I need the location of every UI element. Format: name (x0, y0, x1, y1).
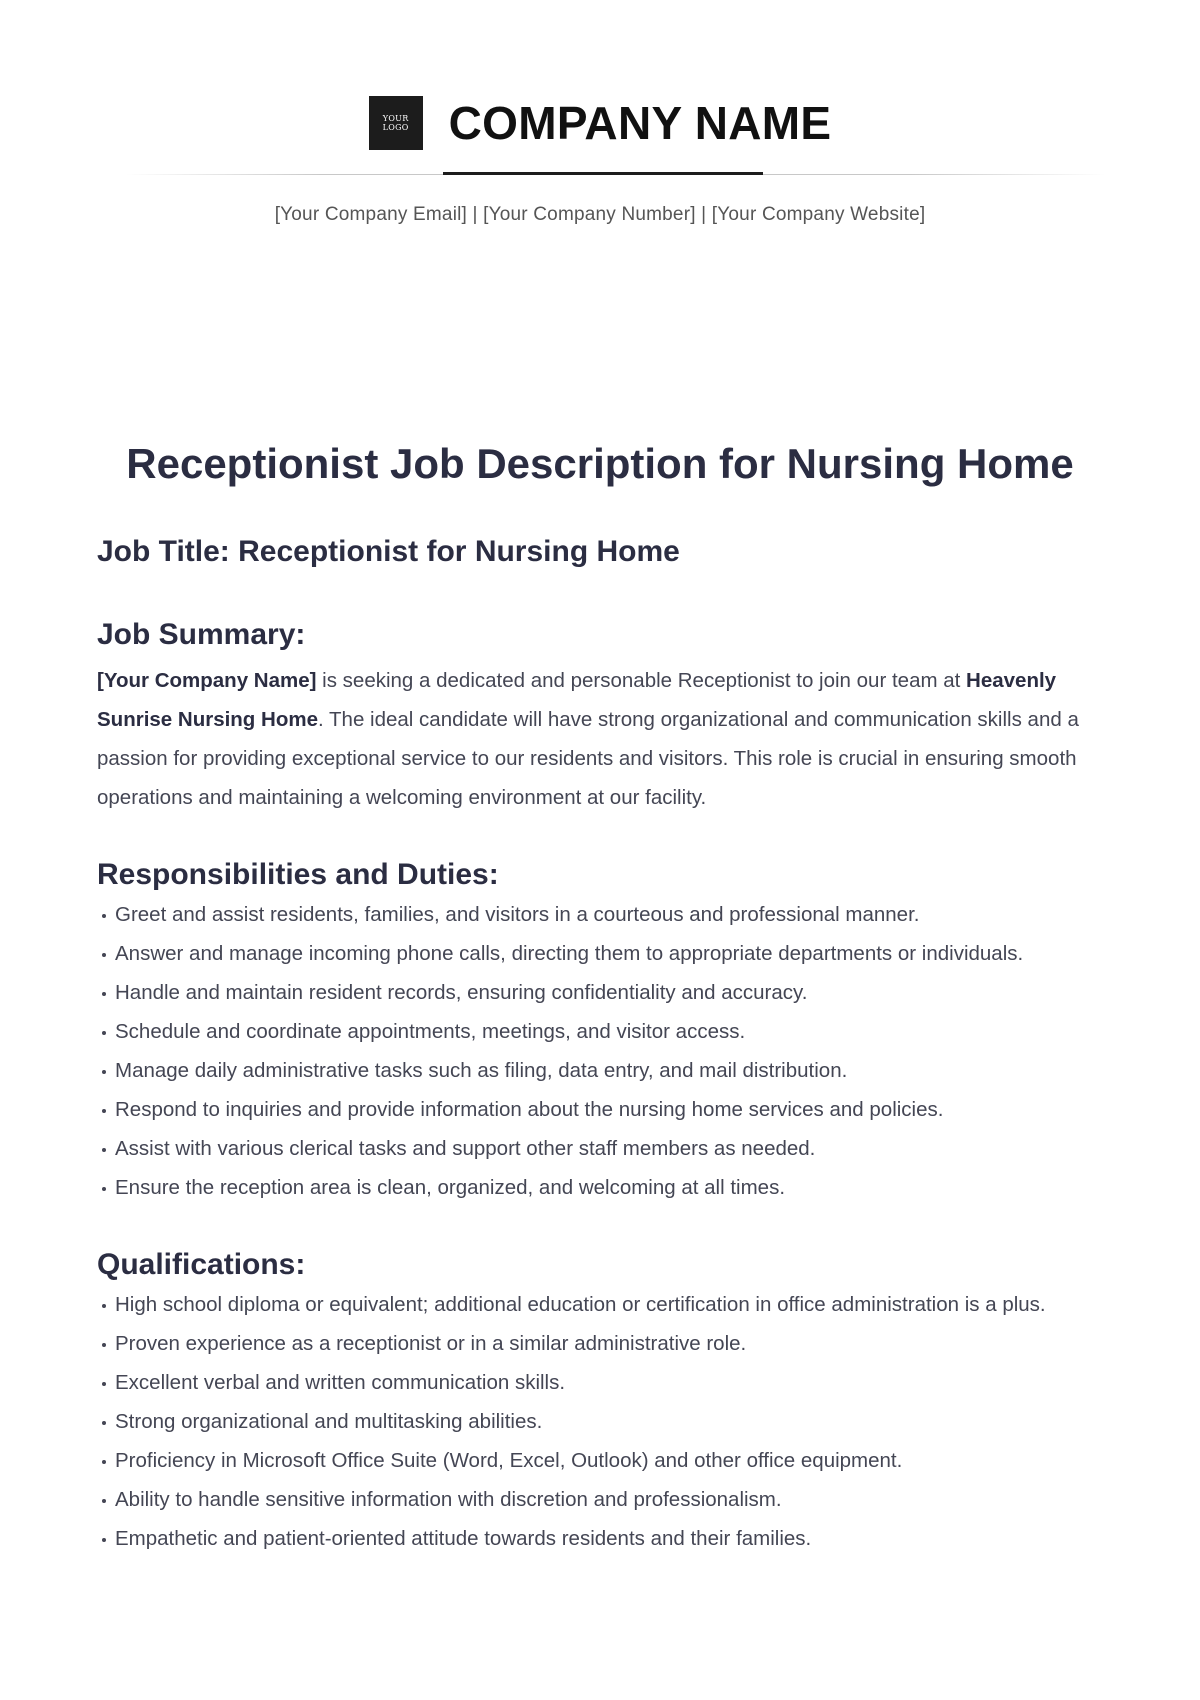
list-item: Greet and assist residents, families, and visitors in a courteous and professional manner. (97, 895, 1107, 934)
responsibilities-heading: Responsibilities and Duties: (97, 858, 499, 891)
facility-name: Heavenly Sunrise Nursing Home (97, 669, 1057, 731)
job-summary-section (97, 615, 1107, 817)
responsibilities-section (97, 855, 1107, 1207)
qualifications-list (97, 1285, 1107, 1558)
company-contact-line: [Your Company Email] | [Your Company Number] | [Your Company Website] (274, 204, 926, 225)
job-summary-text (97, 661, 1107, 817)
header-divider-accent (443, 172, 763, 175)
list-item: Manage daily administrative tasks such as filing, data entry, and mail distribution. (97, 1051, 1107, 1090)
document-title: Receptionist Job Description for Nursing Home (126, 440, 1074, 487)
company-name: COMPANY NAME (448, 97, 832, 149)
list-item: Strong organizational and multitasking abilities. (97, 1402, 1107, 1441)
summary-text-part1: is seeking a dedicated and personable Receptionist to join our team at (316, 669, 967, 692)
job-title: Job Title: Receptionist for Nursing Home (97, 535, 680, 568)
list-item: Schedule and coordinate appointments, meetings, and visitor access. (97, 1012, 1107, 1051)
job-summary-heading: Job Summary: (97, 618, 306, 651)
summary-text-part2: . The ideal candidate will have strong organizational and communication skills and a passion for providing exceptional service to our residents and visitors. This role is crucial in ensuring smooth operations and maintaining a welcoming environment at our facility. (97, 708, 1079, 809)
company-logo (369, 96, 423, 150)
document-body (97, 532, 1107, 1558)
letterhead (0, 96, 1200, 150)
list-item: Respond to inquiries and provide information about the nursing home services and policies. (97, 1090, 1107, 1129)
qualifications-section (97, 1245, 1107, 1558)
qualifications-heading: Qualifications: (97, 1248, 306, 1281)
list-item: High school diploma or equivalent; additional education or certification in office administration is a plus. (97, 1285, 1107, 1324)
list-item: Excellent verbal and written communication skills. (97, 1363, 1107, 1402)
list-item: Handle and maintain resident records, ensuring confidentiality and accuracy. (97, 973, 1107, 1012)
list-item: Empathetic and patient-oriented attitude towards residents and their families. (97, 1519, 1107, 1558)
logo-text-line2: LOGO (382, 123, 409, 132)
list-item: Assist with various clerical tasks and support other staff members as needed. (97, 1129, 1107, 1168)
list-item: Proven experience as a receptionist or in a similar administrative role. (97, 1324, 1107, 1363)
company-name-placeholder: [Your Company Name] (97, 669, 317, 692)
list-item: Ensure the reception area is clean, organized, and welcoming at all times. (97, 1168, 1107, 1207)
list-item: Proficiency in Microsoft Office Suite (Word, Excel, Outlook) and other office equipment. (97, 1441, 1107, 1480)
logo-text-line1: YOUR (382, 114, 409, 123)
responsibilities-list (97, 895, 1107, 1207)
list-item: Ability to handle sensitive information with discretion and professionalism. (97, 1480, 1107, 1519)
list-item: Answer and manage incoming phone calls, directing them to appropriate departments or individuals. (97, 934, 1107, 973)
